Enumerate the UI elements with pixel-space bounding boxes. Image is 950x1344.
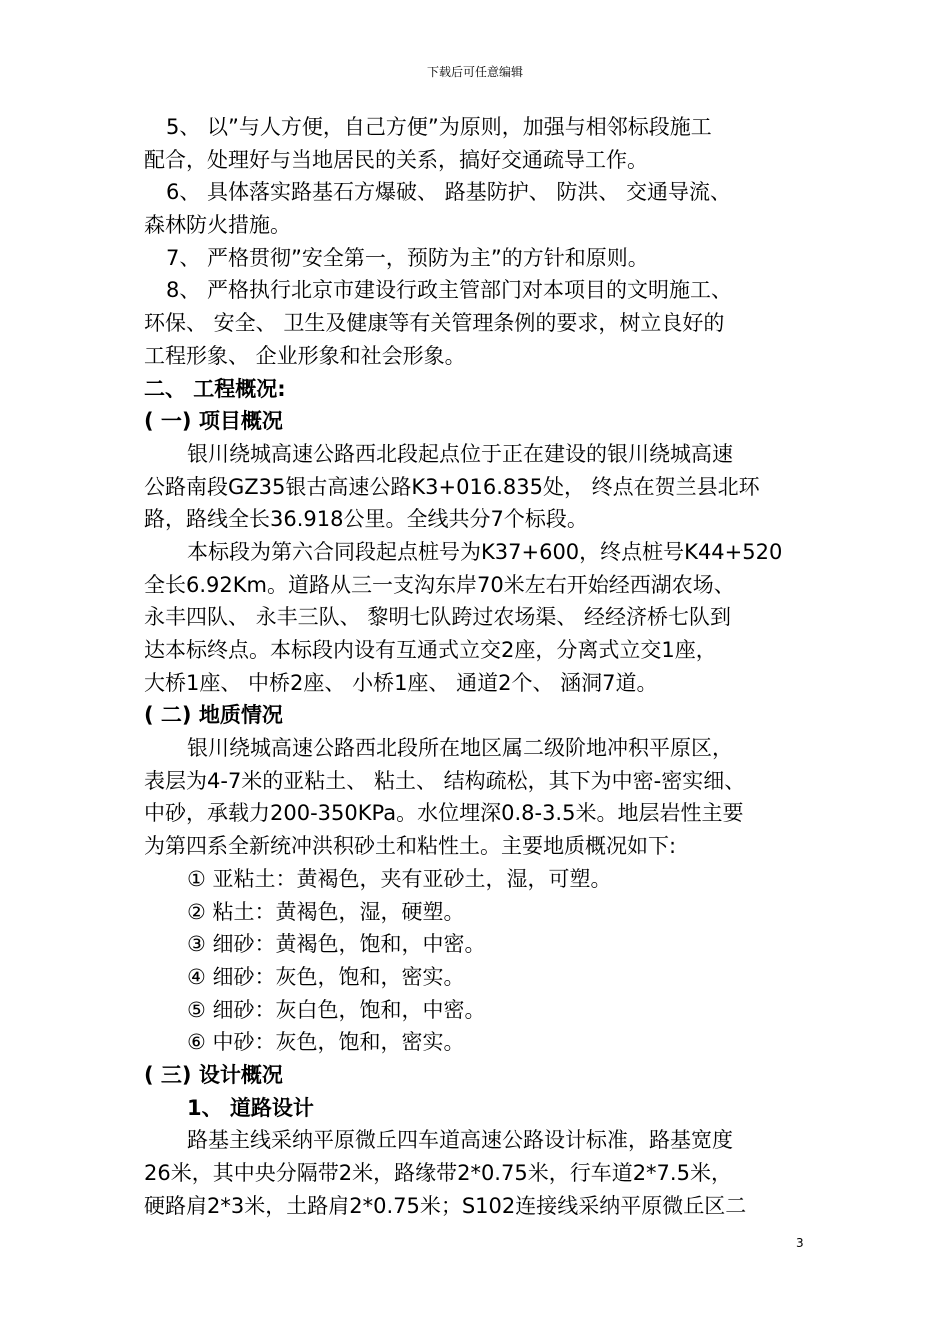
text-line: 本标段为第六合同段起点桩号为K37+600，终点桩号K44+520	[187, 539, 783, 564]
text-line: 为第四系全新统冲洪积砂土和粘性土。主要地质概况如下:	[144, 834, 677, 859]
text-line: 全长6.92Km。道路从三一支沟东岸70米左右开始经西湖农场、	[144, 572, 735, 597]
text-line: 大桥1座、 中桥2座、 小桥1座、 通道2个、 涵洞7道。	[144, 670, 658, 695]
document-body	[144, 111, 809, 1222]
section-heading: 1、 道路设计	[187, 1095, 314, 1120]
text-line: 配合，处理好与当地居民的关系，搞好交通疏导工作。	[144, 147, 648, 172]
section-heading: ( 一) 项目概况	[144, 409, 283, 434]
text-line: 银川绕城高速公路西北段所在地区属二级阶地冲积平原区，	[187, 736, 733, 761]
text-line: 环保、 安全、 卫生及健康等有关管理条例的要求，树立良好的	[144, 311, 725, 336]
text-line: 路基主线采纳平原微丘四车道高速公路设计标准，路基宽度	[187, 1128, 733, 1153]
section-heading: 二、 工程概况:	[144, 376, 286, 401]
section-heading: ( 二) 地质情况	[144, 703, 283, 728]
text-line: ⑤ 细砂：灰白色，饱和，中密。	[187, 997, 486, 1022]
text-line: ① 亚粘土：黄褐色，夹有亚砂土，湿，可塑。	[187, 866, 612, 891]
text-line: 5、 以”与人方便，自己方便”为原则，加强与相邻标段施工	[166, 115, 712, 139]
text-line: 7、 严格贯彻”安全第一，预防为主”的方针和原则。	[166, 245, 649, 270]
text-line: 路，路线全长36.918公里。全线共分7个标段。	[144, 507, 588, 532]
text-line: 银川绕城高速公路西北段起点位于正在建设的银川绕城高速	[187, 441, 733, 466]
text-line: 26米，其中央分隔带2米，路缘带2*0.75米，行车道2*7.5米，	[144, 1161, 732, 1185]
text-line: ⑥ 中砂：灰色，饱和，密实。	[187, 1030, 465, 1055]
text-line: ④ 细砂：灰色，饱和，密实。	[187, 964, 465, 989]
page-number: 3	[796, 1236, 804, 1250]
text-line: 中砂，承载力200-350KPa。水位埋深0.8-3.5米。地层岩性主要	[144, 801, 744, 826]
text-line: ② 粘土：黄褐色，湿，硬塑。	[187, 899, 465, 924]
text-line: 硬路肩2*3米，土路肩2*0.75米；S102连接线采纳平原微丘区二	[144, 1193, 747, 1218]
text-line: 6、 具体落实路基石方爆破、 路基防护、 防洪、 交通导流、	[166, 180, 732, 205]
text-line: 公路南段GZ35银古高速公路K3+016.835处， 终点在贺兰县北环	[144, 474, 760, 499]
text-line: 8、 严格执行北京市建设行政主管部门对本项目的文明施工、	[166, 278, 733, 303]
text-line: 永丰四队、 永丰三队、 黎明七队跨过农场渠、 经经济桥七队到	[144, 605, 732, 630]
text-line: 达本标终点。本标段内设有互通式立交2座，分离式立交1座，	[144, 638, 717, 662]
text-line: 森林防火措施。	[144, 213, 291, 238]
text-line: 工程形象、 企业形象和社会形象。	[144, 343, 466, 368]
page-header: 下载后可任意编辑	[426, 65, 523, 79]
text-line: ③ 细砂：黄褐色，饱和，中密。	[187, 932, 486, 957]
section-heading: ( 三) 设计概况	[144, 1062, 283, 1087]
text-line: 表层为4-7米的亚粘土、 粘土、 结构疏松，其下为中密-密实细、	[144, 768, 746, 793]
